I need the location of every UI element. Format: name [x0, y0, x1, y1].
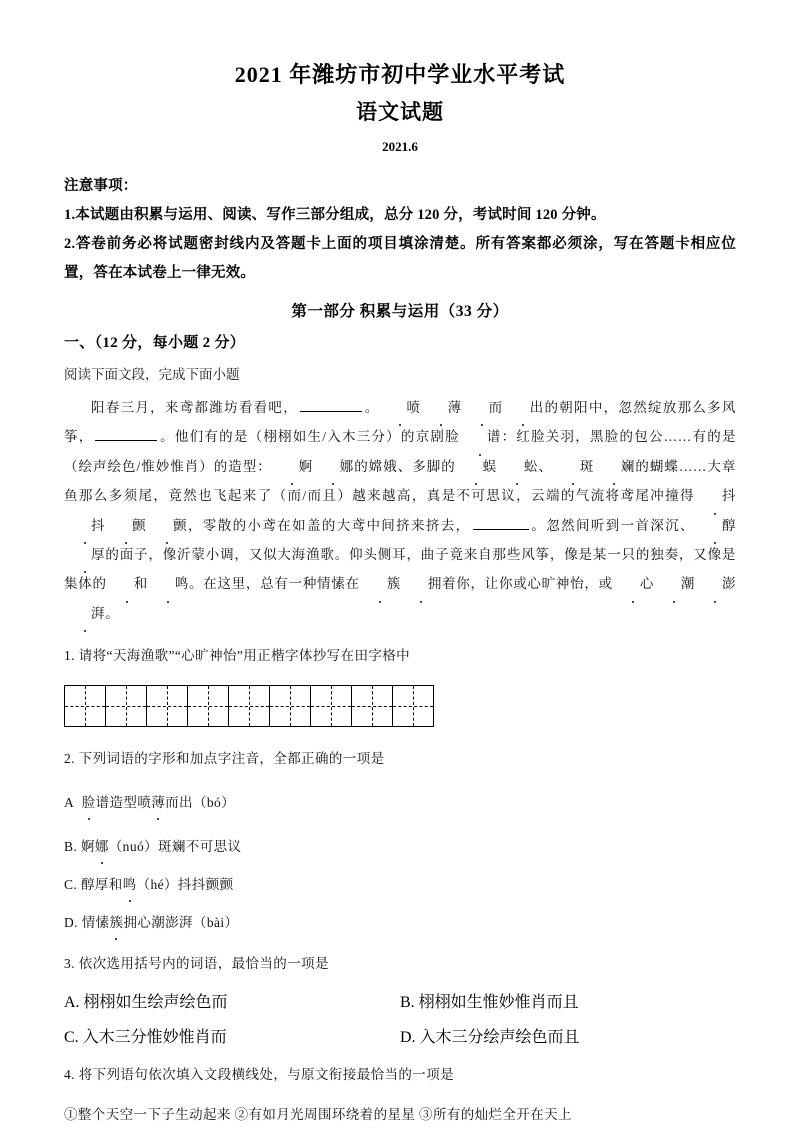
option-text: （nuó）斑斓不可思议: [108, 839, 242, 855]
passage-text: 的朝阳中，忽然绽放那么多风筝，: [64, 400, 736, 445]
option-label: C.: [64, 877, 78, 893]
tianzige-cell[interactable]: [270, 686, 311, 726]
question-2-option-c[interactable]: [64, 871, 736, 898]
emphasis-char: 湃: [64, 599, 105, 628]
part-one-heading: 第一部分 积累与运用（33 分）: [291, 303, 509, 320]
passage-text: 。: [364, 400, 380, 415]
emphasis-char: 厚: [64, 540, 105, 569]
emphasis-char: 醇: [695, 511, 736, 540]
section-one-heading: 一、（12 分，每小题 2 分）: [64, 335, 246, 351]
option-text: 情愫: [81, 915, 110, 931]
passage-text: 的嫦娥、多脚的: [353, 458, 456, 474]
question-1-stem: 1. 请将“天海渔歌”“心旷神怡”用正楷字体抄写在田字格中: [64, 648, 411, 664]
passage-text: 。忽然间听到一首深沉、: [530, 517, 695, 533]
option-label: A: [64, 795, 75, 811]
emphasis-char: 鸣: [123, 871, 137, 898]
option-text: （hé）抖抖颤颤: [136, 877, 234, 893]
question-3-option-c[interactable]: C. 入木三分惟妙惟肖而: [64, 1029, 227, 1047]
emphasis-char: 澎: [695, 569, 736, 598]
passage-text: 、: [537, 458, 553, 474]
tianzige-cell[interactable]: [393, 686, 433, 726]
option-text: 谱造型喷: [95, 795, 152, 811]
fill-blank-3[interactable]: [473, 516, 529, 530]
page-title: 2021 年潍坊市初中学业水平考试: [234, 62, 566, 87]
tianzige-cell[interactable]: [229, 686, 270, 726]
notice-item-2: 2.答卷前务必将试题密封线内及答题卡上面的项目填涂清楚。所有答案都必须涂，写在答题卡相应位置，答在本试卷上一律无效。: [64, 236, 736, 281]
emphasis-char: 抖: [64, 511, 105, 540]
emphasis-char: 薄: [151, 789, 165, 816]
question-3-options-row-2: [64, 1024, 736, 1047]
question-2-option-b[interactable]: [64, 833, 736, 860]
option-text: 拥心潮澎湃（bài）: [123, 915, 239, 931]
option-label: D.: [64, 915, 78, 931]
emphasis-char: 娜: [95, 833, 109, 860]
notice-block: [64, 172, 736, 288]
option-text: 醇厚和: [80, 877, 123, 893]
question-2-option-d[interactable]: [64, 909, 736, 936]
option-label: B.: [64, 839, 78, 855]
question-2-stem: 2. 下列词语的字形和加点字注音，全都正确的一项是: [64, 751, 385, 767]
passage-text: 阳春三月，来鸢都潍坊看看吧，: [91, 400, 298, 415]
emphasis-wugong: [456, 459, 538, 474]
passage-text: 的造型：: [213, 458, 272, 474]
emphasis-char: 颤: [105, 511, 146, 540]
passage-text: 去，: [440, 517, 471, 533]
question-3-options-row-1: [64, 989, 736, 1012]
passage-text: ，零散的小鸢在如盖的大鸢中间挤来挤: [187, 517, 441, 533]
notice-heading: 注意事项：: [64, 178, 138, 194]
emphasis-char: 心: [613, 569, 654, 598]
option-text: 而出（bó）: [165, 795, 236, 811]
emphasis-char: 簇: [360, 569, 401, 598]
passage-text: 着你，让你或心旷神: [441, 576, 571, 592]
passage-text: 越高，真是不可思议，云端的气流将鸢尾冲撞得: [382, 488, 695, 504]
question-3-stem: 3. 依次选用括号内的词语，最恰当的一项是: [64, 956, 329, 972]
passage-text: 。: [159, 429, 175, 445]
emphasis-char: 谱: [460, 422, 501, 451]
emphasis-cuyong: [360, 576, 442, 591]
tianzige-cell[interactable]: [188, 686, 229, 726]
emphasis-char: 潮: [654, 569, 695, 598]
page-subtitle: 语文试题: [356, 100, 444, 124]
fill-blank-1[interactable]: [300, 398, 362, 412]
passage-text: 的蝴蝶……大章鱼那么多须尾，竟然也飞起来了（而/而且）越来: [64, 458, 736, 504]
emphasis-char: 脸: [82, 789, 96, 816]
tianzige-cell[interactable]: [106, 686, 147, 726]
passage-paragraph: [64, 393, 736, 628]
emphasis-char: 婀: [272, 452, 313, 481]
option-text: 婀: [80, 839, 95, 855]
notice-item-1: 1.本试题由积累与运用、阅读、写作三部分组成，总分 120 分，考试时间 120 分钟。: [64, 207, 606, 223]
emphasis-char: 出: [503, 393, 544, 422]
passage-lead-in: 阅读下面文段，完成下面小题: [64, 367, 240, 382]
emphasis-char: 斑: [553, 452, 594, 481]
passage-text: 他们有的是（栩栩如生/入木三分）的京剧脸: [174, 429, 460, 445]
fill-blank-2[interactable]: [95, 427, 157, 441]
emphasis-enuo: [272, 459, 354, 474]
tianzige-cell[interactable]: [352, 686, 393, 726]
tianzige-grid[interactable]: [64, 685, 434, 727]
question-4-items: ①整个天空一下子生动起来 ②有如月光周围环绕着的星星 ③所有的灿烂全开在天上: [64, 1107, 572, 1123]
emphasis-char: 娜: [313, 452, 354, 481]
emphasis-char: 和: [107, 569, 148, 598]
tianzige-cell[interactable]: [147, 686, 188, 726]
page-content: [64, 58, 736, 1128]
passage-text: ：红脸关羽，黑脸的包公……有的是（绘声绘色/惟妙惟肖）: [64, 429, 736, 474]
question-3-option-b[interactable]: B. 栩栩如生惟妙惟肖而且: [400, 994, 579, 1012]
tianzige-grid-wrap: [64, 685, 736, 731]
emphasis-char: 薄: [421, 393, 462, 422]
reading-passage: [64, 393, 736, 628]
exam-date: 2021.6: [382, 139, 418, 154]
tianzige-cell[interactable]: [311, 686, 352, 726]
question-3-option-a[interactable]: A. 栩栩如生绘声绘色而: [64, 994, 228, 1012]
tianzige-cell[interactable]: [65, 686, 106, 726]
question-3-option-d[interactable]: D. 入木三分绘声绘色而且: [400, 1029, 580, 1047]
emphasis-char: 蚣: [497, 452, 538, 481]
emphasis-char: 颤: [146, 511, 187, 540]
passage-text: 怡，或: [570, 576, 613, 592]
question-4-stem: 4. 将下列语句依次填入文段横线处，与原文衔接最恰当的一项是: [64, 1067, 454, 1083]
emphasis-char: 喷: [380, 393, 421, 422]
emphasis-heming: [107, 576, 189, 591]
passage-text: 自那些风筝，像是某一只的独奏，又像是集体的: [64, 547, 736, 592]
emphasis-char: 拥: [401, 569, 442, 598]
passage-text: 。在这里，总有一种情愫在: [188, 576, 360, 592]
emphasis-char: 抖: [695, 481, 736, 510]
emphasis-char: 而: [462, 393, 503, 422]
passage-text: 的面子，像沂蒙小调，又似大海渔歌。仰头侧耳，曲子竟来: [105, 547, 479, 563]
emphasis-banlan: [553, 459, 635, 474]
passage-text: 。: [105, 605, 120, 621]
emphasis-char: 鸣: [148, 569, 189, 598]
emphasis-char: 簇: [110, 909, 124, 936]
emphasis-char: 斓: [594, 452, 635, 481]
question-2-option-a[interactable]: [64, 789, 736, 816]
emphasis-char: 蜈: [456, 452, 497, 481]
emphasis-penbo: [380, 400, 544, 415]
